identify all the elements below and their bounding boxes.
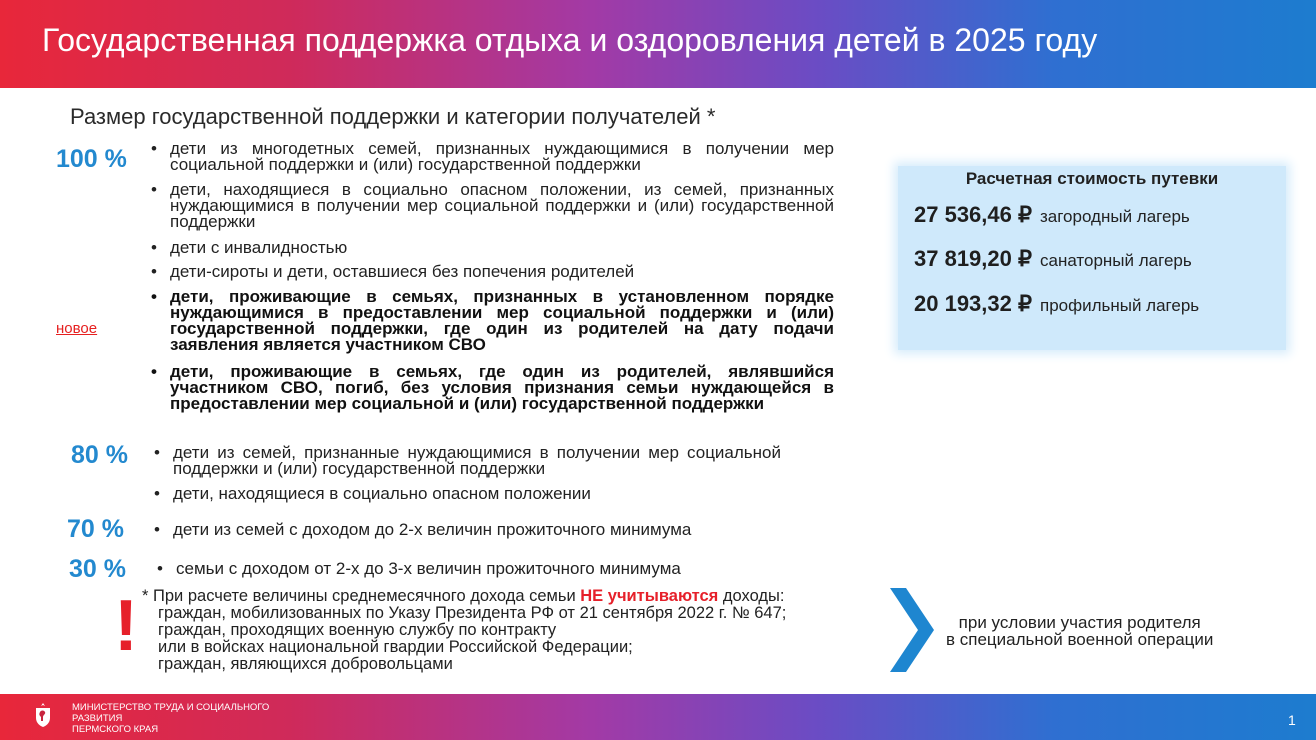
- percent-30: 30 %: [69, 555, 126, 583]
- bullet-item: • дети с инвалидностью: [151, 238, 348, 257]
- bullet-item: • дети из семей, признанные нуждающимися в получении мер социальной поддержки и (или) государственной поддержки: [154, 443, 781, 478]
- bullet-item-new: • дети, проживающие в семьях, где один из родителей, являвшийся участником СВО, погиб, без условия признания семьи нуждающейся в предоставлении мер социальной и (или) государственной поддержки: [151, 362, 834, 413]
- bullet-item: • семьи с доходом от 2-х до 3-х величин прожиточного минимума: [157, 559, 681, 578]
- note-line: или в войсках национальной гвардии Российской Федерации;: [158, 638, 633, 656]
- ministry-name: МИНИСТЕРСТВО ТРУДА И СОЦИАЛЬНОГО РАЗВИТИЯ ПЕРМСКОГО КРАЯ: [72, 702, 270, 735]
- percent-80: 80 %: [71, 441, 128, 469]
- bullet-item-new: • дети, проживающие в семьях, признанных в установленном порядке нуждающимися в предоставлении мер социальной поддержки и (или) государственной поддержки, где один из родителей на дату подачи заявления является участником СВО: [151, 287, 834, 354]
- bullet-item: • дети из семей с доходом до 2-х величин прожиточного минимума: [154, 520, 692, 539]
- new-label: новое: [56, 320, 98, 337]
- slide-header: [0, 0, 1316, 88]
- cost-row: [914, 202, 1190, 228]
- bullet-item: • дети, находящиеся в социально опасном положении: [154, 484, 591, 503]
- slide-title: Государственная поддержка отдыха и оздоровления детей в 2025 году: [42, 22, 1098, 58]
- note-line: граждан, проходящих военную службу по контракту: [158, 621, 557, 639]
- voucher-cost-box: [898, 166, 1286, 350]
- cost-label: санаторный лагерь: [1039, 251, 1192, 270]
- cost-amount: 37 819,20 ₽: [914, 246, 1032, 271]
- condition-line-2: в специальной военной операции: [946, 630, 1214, 649]
- cost-row: [914, 246, 1192, 272]
- exclamation-icon: !: [114, 586, 138, 666]
- condition-line-1: при условии участия родителя: [958, 613, 1201, 632]
- cost-box-title: Расчетная стоимость путевки: [965, 169, 1219, 188]
- perm-krai-emblem-icon: [34, 702, 52, 728]
- page-number: 1: [1288, 712, 1296, 728]
- chevron-right-icon: [890, 588, 934, 672]
- note-line: граждан, являющихся добровольцами: [158, 655, 453, 673]
- cost-label: профильный лагерь: [1039, 296, 1200, 315]
- cost-amount: 20 193,32 ₽: [914, 291, 1032, 316]
- bullet-item: • дети, находящиеся в социально опасном положении, из семей, признанных нуждающимися в получении мер социальной поддержки и (или) государственной поддержки: [151, 180, 834, 231]
- cost-amount: 27 536,46 ₽: [914, 202, 1032, 227]
- cost-label: загородный лагерь: [1039, 207, 1190, 226]
- note-highlight: НЕ учитываются: [580, 587, 719, 605]
- cost-row: [914, 291, 1199, 317]
- slide-footer: [0, 694, 1316, 740]
- bullet-item: • дети из многодетных семей, признанных нуждающимися в получении мер социальной поддержки и (или) государственной поддержки: [151, 139, 834, 174]
- section-subtitle: Размер государственной поддержки и категории получателей *: [70, 104, 716, 129]
- income-note: [142, 588, 786, 673]
- percent-100: 100 %: [56, 145, 127, 173]
- note-line-1: * При расчете величины среднемесячного дохода семьи НЕ учитываются доходы:: [142, 587, 785, 605]
- percent-70: 70 %: [67, 515, 124, 543]
- note-line: граждан, мобилизованных по Указу Президента РФ от 21 сентября 2022 г. № 647;: [158, 604, 787, 622]
- svo-condition: [946, 614, 1213, 648]
- bullet-item: • дети-сироты и дети, оставшиеся без попечения родителей: [151, 262, 635, 281]
